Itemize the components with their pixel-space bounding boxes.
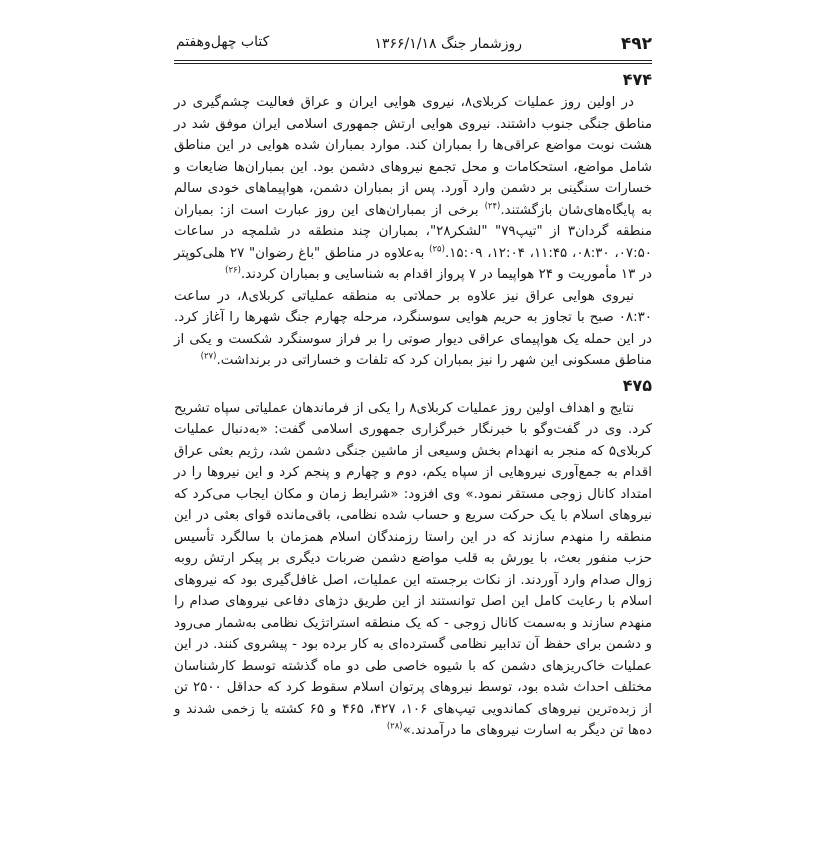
page-body bbox=[174, 66, 652, 742]
footnote-ref: (۲۸) bbox=[386, 721, 403, 732]
paragraph bbox=[174, 286, 652, 372]
section-number: ۴۷۴ bbox=[622, 70, 652, 89]
paragraph-text: به‌علاوه در مناطق "باغ رضوان" ۲۷ هلی‌کوپتر در ۱۳ مأموریت و ۲۴ هواپیما در ۷ پرواز اقدام به شناسایی و بمباران کردند. bbox=[174, 245, 652, 282]
header-rule bbox=[174, 60, 652, 61]
footnote-ref: (۲۴) bbox=[484, 201, 501, 212]
footnote-ref: (۲۵) bbox=[429, 244, 445, 255]
footnote-ref: (۲۶) bbox=[225, 265, 241, 276]
paragraph-text: برخی از بمباران‌های این روز عبارت است از: بمباران منطقه گردان۳ از "تیپ۷۹" "لشکر۲۸"، بمباران چند منطقه در شلمچه در ساعات ۰۷:۵۰، ۰۸:۳۰، ۱۱:۴۵، ۱۲:۰۴، ۱۵:۰۹. bbox=[174, 202, 652, 261]
paragraph-text: نیروی هوایی عراق نیز علاوه بر حملاتی به منطقه عملیاتی کربلای۸، در ساعت ۰۸:۳۰ صبح با تجاوز به حریم هوایی سوسنگرد، مرحله چهارم جنگ شهرها را آغاز کرد. در این حمله یک هواپیمای عراقی دیوار صوتی را بر فراز سوسنگرد شکست و یکی از مناطق مسکونی این شهر را نیز بمباران کرد که تلفات و خساراتی در برنداشت. bbox=[174, 288, 652, 368]
header-rule-secondary bbox=[174, 63, 652, 64]
paragraph bbox=[174, 92, 652, 286]
paragraph-text: نتایج و اهداف اولین روز عملیات کربلای۸ را یکی از فرماندهان عملیاتی سپاه تشریح کرد. وی در گفت‌وگو با خبرنگار خبرگزاری جمهوری اسلامی گفت: «به‌دنبال عملیات کربلای۵ که منجر به انهدام بخش وسیعی از ماشین جنگی دشمن شد، رژیم بعثی عراق اقدام به جمع‌آوری نیروهایی از سپاه یکم، دوم و چهارم و پنجم کرد و این نیروها را در امتداد کانال زوجی مستقر نمود.» وی افزود: «شرایط زمان و مکان ایجاب می‌کرد که نیروهای اسلام با یک حرکت سریع و حساب شده نظامی، باقی‌مانده قوای بعثی در این منطقه را منهدم سازند که در این راستا رزمندگان اسلام همزمان با سالگرد تأسیس حزب منفور بعث، با یورش به قلب مواضع دشمن ضربات دیگری بر پیکر ارتش روبه زوال صدام وارد آوردند. از نکات برجسته این عملیات، اصل غافل‌گیری بود که نیروهای اسلام با رعایت کامل این اصل توانستند از این طریق دژهای دفاعی نیروهای صدام را منهدم سازند و به‌سمت کانال زوجی - که یک منطقه استراتژیک نظامی به‌شمار می‌رود و دشمن برای حفظ آن تدابیر نظامی گسترده‌ای به کار برده بود - پیشروی کنند. در این عملیات خاک‌ریزهای دشمن که با شیوه خاصی طی دو ماه گذشته توسط کارشناسان مختلف احداث شده بود، توسط نیروهای پرتوان اسلام سقوط کرد که حداقل ۲۵۰۰ تن از زبده‌ترین نیروهای کماندویی تیپ‌های ۱۰۶، ۴۲۷، ۴۶۵ و ۶۵ کشته یا زخمی شدند و ده‌ها تن دیگر به اسارت نیروهای ما درآمدند.» bbox=[174, 400, 652, 738]
paragraph bbox=[174, 398, 652, 742]
page-number: ۴۹۲ bbox=[620, 34, 652, 54]
section-number: ۴۷۵ bbox=[622, 375, 652, 395]
running-title: روزشمار جنگ ۱۳۶۶/۱/۱۸ bbox=[374, 36, 522, 52]
footnote-ref: (۲۷) bbox=[200, 351, 217, 362]
paragraph-text: در اولین روز عملیات کربلای۸، نیروی هوایی ایران و عراق فعالیت چشم‌گیری در مناطق جنگی جنوب داشتند. نیروی هوایی ارتش جمهوری اسلامی ایران موفق شد در هشت نوبت مواضع عراقی‌ها را بمباران کند. موارد بمباران شده هوایی در این مناطق شامل مواضع، استحکامات و محل تجمع نیروهای دشمن بود. این بمباران‌ها ضایعات و خسارات سنگینی بر دشمن وارد آورد. پس از بمباران دشمن، هواپیماهای خودی سالم به پایگاه‌های‌شان بازگشتند. bbox=[174, 95, 652, 218]
page-header bbox=[174, 30, 652, 60]
book-title: کتاب چهل‌وهفتم bbox=[176, 34, 270, 50]
